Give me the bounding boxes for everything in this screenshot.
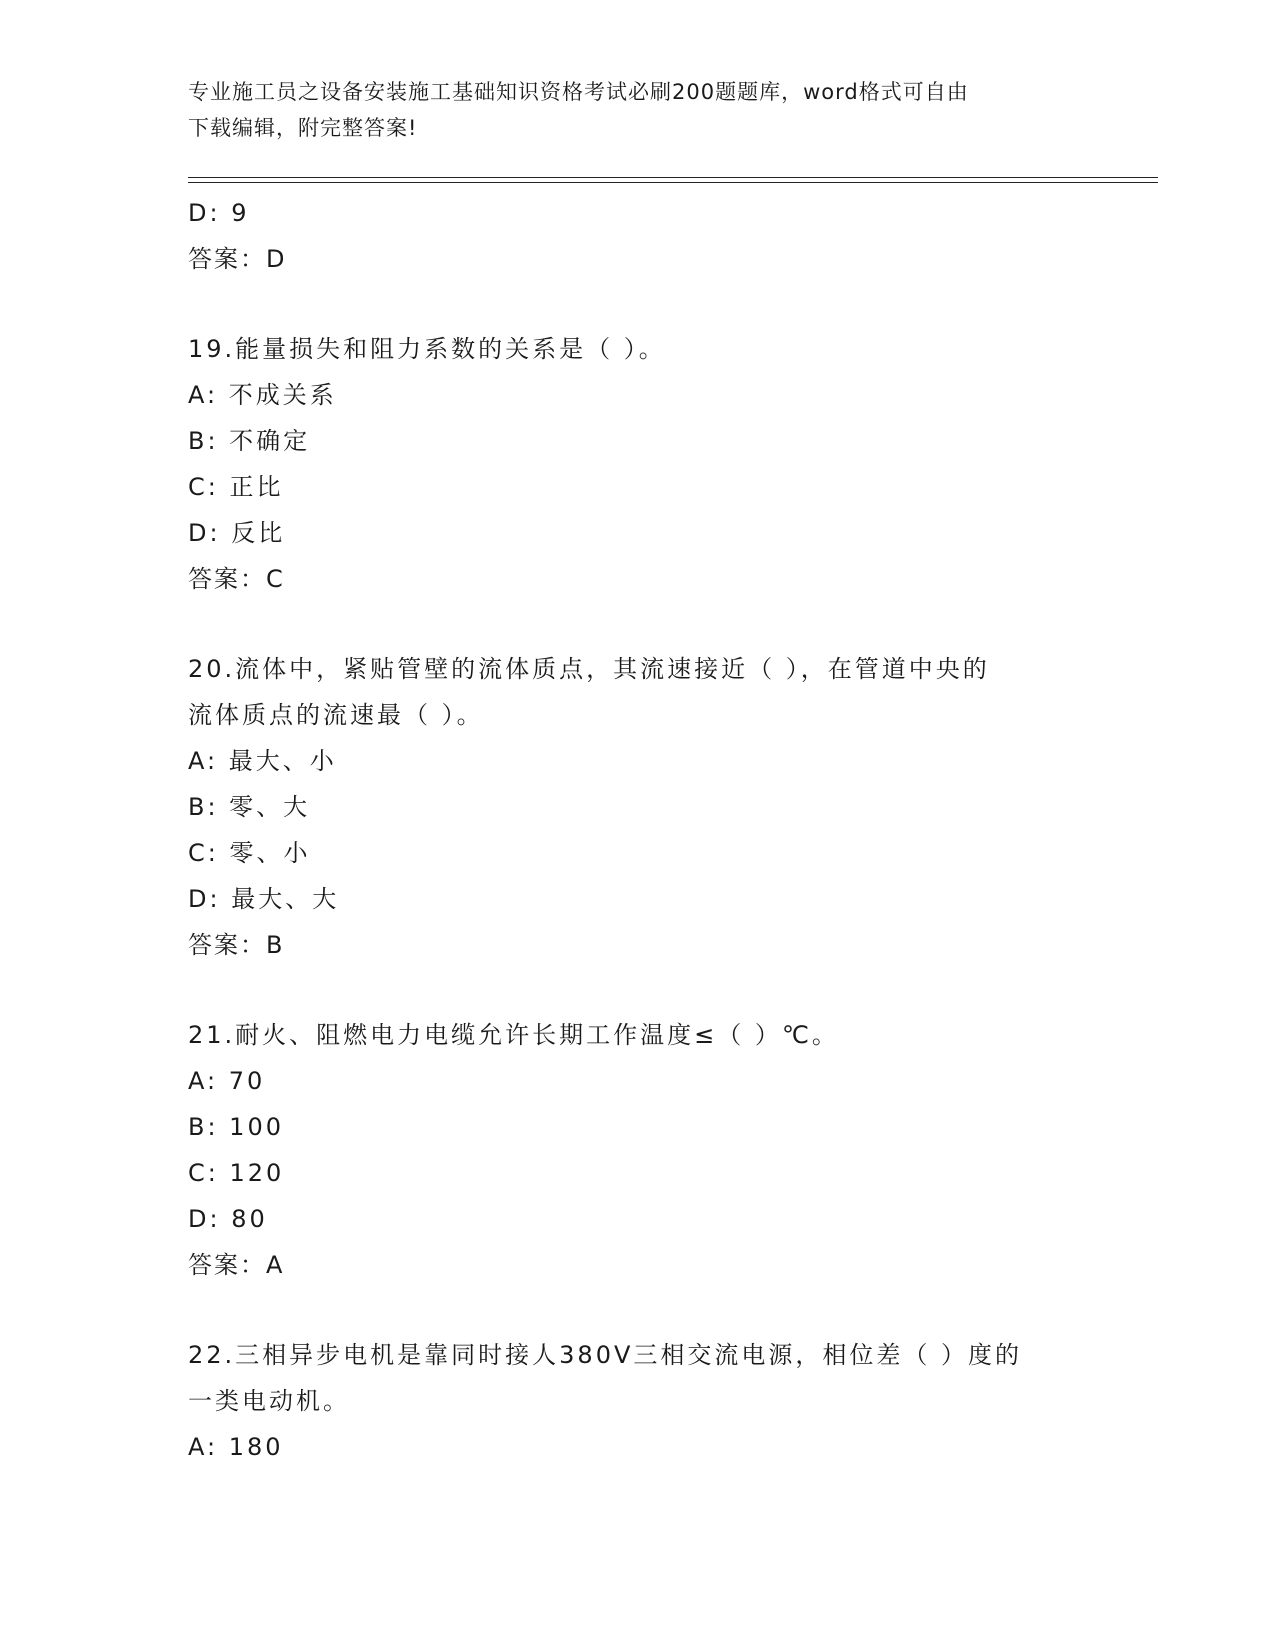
question-20 bbox=[188, 646, 1088, 968]
option-c: C: 零、小 bbox=[188, 839, 311, 867]
question-list bbox=[188, 190, 1088, 1470]
header-line-2: 下载编辑，附完整答案! bbox=[188, 116, 418, 140]
answer: 答案：B bbox=[188, 931, 285, 959]
option-d: D: 最大、大 bbox=[188, 885, 340, 913]
option-a: A: 最大、小 bbox=[188, 747, 337, 775]
header-divider-top bbox=[188, 177, 1158, 178]
answer: 答案：D bbox=[188, 245, 287, 273]
document-header bbox=[188, 74, 1088, 146]
question-stem: 20.流体中，紧贴管壁的流体质点，其流速接近（ ），在管道中央的 bbox=[188, 655, 990, 683]
answer: 答案：C bbox=[188, 565, 285, 593]
question-stem: 21.耐火、阻燃电力电缆允许长期工作温度≤（ ）℃。 bbox=[188, 1021, 839, 1049]
option-c: C: 120 bbox=[188, 1159, 285, 1187]
question-stem: 22.三相异步电机是靠同时接人380V三相交流电源，相位差（ ）度的 bbox=[188, 1341, 1023, 1369]
option-a: A: 不成关系 bbox=[188, 381, 337, 409]
option-d: D: 反比 bbox=[188, 519, 286, 547]
question-19 bbox=[188, 326, 1088, 602]
header-line-1: 专业施工员之设备安装施工基础知识资格考试必刷200题题库，word格式可自由 bbox=[188, 80, 969, 104]
option-b: B: 零、大 bbox=[188, 793, 311, 821]
option-b: B: 不确定 bbox=[188, 427, 311, 455]
spacer bbox=[188, 282, 1088, 326]
header-divider-bottom bbox=[188, 182, 1158, 183]
answer: 答案：A bbox=[188, 1251, 285, 1279]
option-d: D: 9 bbox=[188, 199, 250, 227]
question-stem-continued: 一类电动机。 bbox=[188, 1387, 350, 1415]
spacer bbox=[188, 968, 1088, 1012]
option-a: A: 180 bbox=[188, 1433, 284, 1461]
option-c: C: 正比 bbox=[188, 473, 284, 501]
spacer bbox=[188, 1288, 1088, 1332]
question-stem: 19.能量损失和阻力系数的关系是（ ）。 bbox=[188, 335, 666, 363]
question-stem-continued: 流体质点的流速最（ ）。 bbox=[188, 701, 484, 729]
option-b: B: 100 bbox=[188, 1113, 284, 1141]
spacer bbox=[188, 602, 1088, 646]
option-a: A: 70 bbox=[188, 1067, 266, 1095]
question-22 bbox=[188, 1332, 1088, 1470]
option-d: D: 80 bbox=[188, 1205, 268, 1233]
question-21 bbox=[188, 1012, 1088, 1288]
